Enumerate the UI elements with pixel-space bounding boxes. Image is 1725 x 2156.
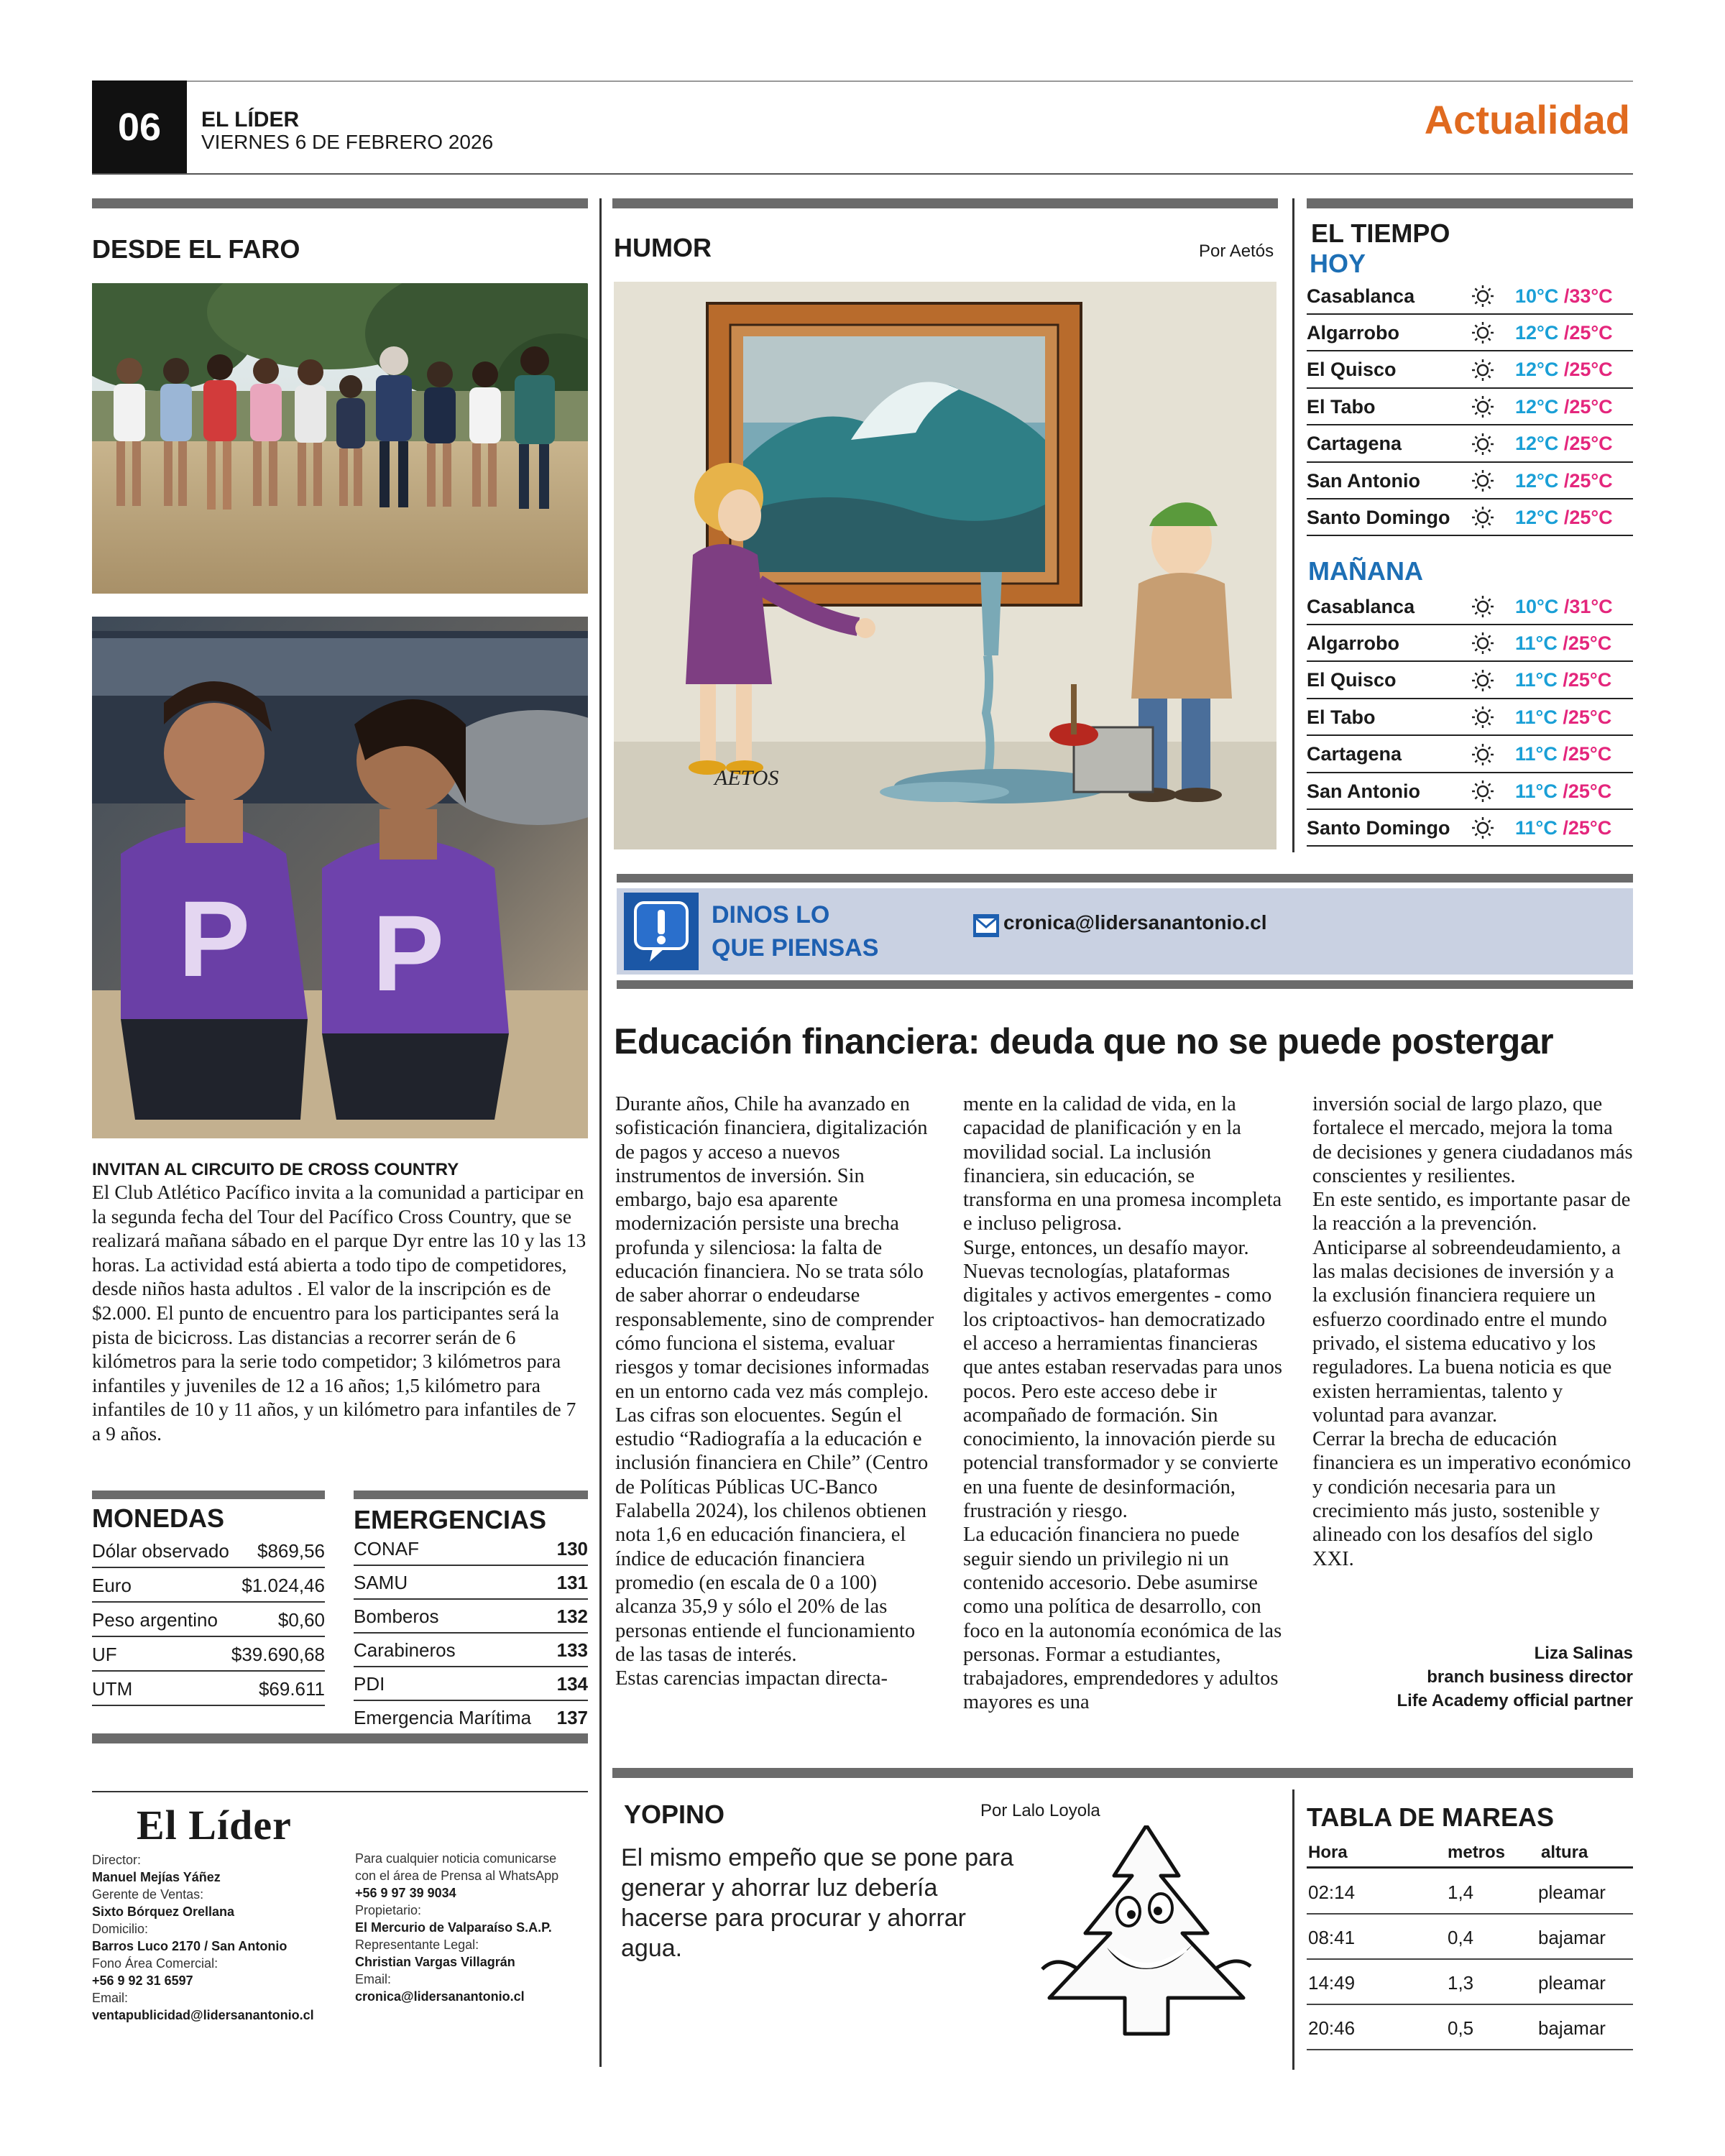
tide-type: pleamar <box>1538 1881 1606 1903</box>
weather-today-label: HOY <box>1310 249 1366 278</box>
group-photo <box>92 283 588 594</box>
weather-city: Cartagena <box>1307 743 1402 765</box>
tide-meters: 0,4 <box>1448 1927 1474 1948</box>
weather-tomorrow-label: MAÑANA <box>1308 556 1423 586</box>
sun-icon <box>1450 321 1515 345</box>
temp-max: 25°C <box>1569 321 1613 344</box>
temp-min: 12°C <box>1515 395 1559 418</box>
monedas-row <box>92 1639 325 1672</box>
monedas-row <box>92 1535 325 1568</box>
tide-hour: 02:14 <box>1308 1881 1356 1903</box>
emergencias-label: SAMU <box>354 1572 408 1593</box>
tide-row <box>1307 1870 1633 1915</box>
temp-min: 12°C <box>1515 433 1559 455</box>
tide-type: bajamar <box>1538 2017 1606 2039</box>
monedas-row <box>92 1673 325 1706</box>
sun-icon <box>1450 594 1515 619</box>
temp-max: 25°C <box>1568 669 1612 691</box>
temp-min: 10°C <box>1515 595 1559 617</box>
faro-headline: INVITAN AL CIRCUITO DE CROSS COUNTRY <box>92 1160 459 1179</box>
mareas-title: TABLA DE MAREAS <box>1307 1802 1554 1832</box>
temp-max: 25°C <box>1569 395 1613 418</box>
monedas-label: Euro <box>92 1574 132 1596</box>
tide-type: bajamar <box>1538 1927 1606 1948</box>
faro-title: DESDE EL FARO <box>92 234 300 264</box>
emergencias-row <box>354 1601 588 1634</box>
tide-hour: 08:41 <box>1308 1927 1356 1948</box>
weather-temp: 12°C /25°C <box>1515 433 1613 455</box>
weather-city: San Antonio <box>1307 780 1420 802</box>
monedas-value: $39.690,68 <box>231 1643 325 1665</box>
emergencias-row <box>354 1635 588 1667</box>
weather-city: El Tabo <box>1307 706 1376 728</box>
monedas-label: Dólar observado <box>92 1539 229 1562</box>
svg-text:P: P <box>372 893 445 1013</box>
weather-temp: 12°C /25°C <box>1515 469 1613 492</box>
emergencias-row <box>354 1703 588 1735</box>
sun-icon <box>1450 779 1515 803</box>
banner-text: DINOS LO QUE PIENSAS <box>712 901 879 962</box>
temp-min: 10°C <box>1515 285 1559 307</box>
temp-max: 25°C <box>1568 632 1612 654</box>
monedas-value: $69.611 <box>258 1677 325 1700</box>
sun-icon <box>1450 432 1515 456</box>
column-rule <box>1292 1789 1294 2070</box>
emergencias-row <box>354 1567 588 1600</box>
monedas-value: $0,60 <box>277 1608 325 1631</box>
sun-icon <box>1450 284 1515 308</box>
sun-icon <box>1450 505 1515 530</box>
weather-temp: 11°C /25°C <box>1515 706 1612 728</box>
temp-max: 25°C <box>1568 706 1612 728</box>
weather-row-today <box>1307 464 1633 499</box>
temp-min: 11°C <box>1515 632 1558 654</box>
emergencias-value: 133 <box>556 1639 588 1661</box>
cartoon-signature: AETOS <box>714 766 779 790</box>
emergencias-label: CONAF <box>354 1538 419 1560</box>
imprint-email[interactable]: ventapublicidad@lidersanantonio.cl <box>92 2008 314 2022</box>
weather-temp: 12°C /25°C <box>1515 506 1613 528</box>
weather-temp: 12°C /25°C <box>1515 395 1613 418</box>
article-author: Liza Salinas branch business director Life Academy official partner <box>1397 1644 1633 1710</box>
weather-title: EL TIEMPO <box>1311 218 1450 248</box>
contact-banner <box>617 888 1633 975</box>
emergencias-row <box>354 1534 588 1566</box>
weather-row-tomorrow <box>1307 737 1633 773</box>
column-rule <box>599 198 602 2067</box>
emergencias-label: PDI <box>354 1673 385 1695</box>
emergencias-row <box>354 1669 588 1701</box>
imprint-left: Director: Manuel Mejías Yáñez Gerente de Ventas: Sixto Bórquez Orellana Domicilio: Barros Luco 2170 / San Antonio Fono Área Comercial: +56 9 92 31 6597 Email: ventapublicidad@lidersanantonio.cl <box>92 1851 329 2024</box>
imprint-right: Para cualquier noticia comunicarse con el área de Prensa al WhatsApp +56 9 97 39 9034 Propietario: El Mercurio de Valparaíso S.A.P. Representante Legal: Christian Vargas Villagrán Email: cronica@lidersanantonio.cl <box>355 1850 592 2005</box>
monedas-row <box>92 1604 325 1637</box>
page-number: 06 <box>92 80 187 174</box>
weather-city: El Tabo <box>1307 395 1376 418</box>
monedas-value: $869,56 <box>257 1539 325 1562</box>
monedas-title: MONEDAS <box>92 1503 225 1533</box>
weather-city: Algarrobo <box>1307 321 1400 344</box>
sun-icon <box>1450 631 1515 655</box>
newspaper-name: EL LÍDER <box>201 108 300 132</box>
yopino-title: YOPINO <box>624 1800 725 1829</box>
sun-icon <box>1450 668 1515 693</box>
tide-meters: 1,4 <box>1448 1881 1474 1903</box>
weather-temp: 11°C /25°C <box>1515 816 1612 839</box>
weather-temp: 11°C /25°C <box>1515 743 1612 765</box>
temp-max: 25°C <box>1568 780 1612 802</box>
weather-city: Casablanca <box>1307 595 1415 617</box>
monedas-label: UTM <box>92 1677 133 1700</box>
mareas-header: Hora metros altura <box>1307 1840 1633 1869</box>
emergencias-label: Carabineros <box>354 1639 456 1661</box>
monedas-label: Peso argentino <box>92 1608 218 1631</box>
temp-max: 25°C <box>1569 433 1613 455</box>
weather-row-today <box>1307 315 1633 351</box>
weather-city: Santo Domingo <box>1307 506 1450 528</box>
weather-city: El Quisco <box>1307 359 1397 381</box>
monedas-value: $1.024,46 <box>242 1574 325 1596</box>
sun-icon <box>1450 705 1515 729</box>
tide-row <box>1307 1961 1633 2005</box>
weather-row-tomorrow <box>1307 700 1633 736</box>
tide-row <box>1307 1915 1633 1960</box>
temp-max: 25°C <box>1568 743 1612 765</box>
weather-row-today <box>1307 279 1633 315</box>
sun-icon <box>1450 816 1515 840</box>
tide-meters: 1,3 <box>1448 1972 1474 1994</box>
weather-temp: 10°C /33°C <box>1515 285 1613 307</box>
weather-row-tomorrow <box>1307 811 1633 847</box>
section-title: Actualidad <box>1424 97 1630 142</box>
article-title: Educación financiera: deuda que no se puede postergar <box>614 1021 1554 1061</box>
temp-min: 11°C <box>1515 669 1558 691</box>
temp-max: 25°C <box>1569 469 1613 492</box>
exclamation-icon <box>624 893 699 970</box>
sun-icon <box>1450 742 1515 767</box>
weather-temp: 10°C /31°C <box>1515 595 1613 617</box>
temp-min: 11°C <box>1515 706 1558 728</box>
temp-min: 12°C <box>1515 321 1559 344</box>
svg-text:P: P <box>178 878 251 999</box>
weather-temp: 12°C /25°C <box>1515 359 1613 381</box>
humor-cartoon <box>614 282 1276 849</box>
emergencias-value: 134 <box>556 1673 588 1695</box>
monedas-row <box>92 1570 325 1603</box>
weather-row-today <box>1307 500 1633 536</box>
imprint-email-2[interactable]: cronica@lidersanantonio.cl <box>355 1989 525 2004</box>
faro-body: El Club Atlético Pacífico invita a la comunidad a participar en la segunda fecha del Tour del Pacífico Cross Country, que se realizará mañana sábado en el parque Dyr entre las 10 y las 13 horas. La actividad está abierta a todo tipo de competidores, desde niños hasta adultos . El valor de la inscripción es de $2.000. El punto de encuentro para los participantes será la pista de bicicross. Las distancias a recorrer serán de 6 kilómetros para la serie todo competidor; 3 kilómetros para infantiles y juveniles de 12 a 16 años; 1,5 kilómetro para infantiles de 10 y 11 años, y un kilómetro para infantiles de 7 a 9 años. <box>92 1181 586 1445</box>
weather-row-tomorrow <box>1307 589 1633 625</box>
tree-character-cartoon <box>1028 1825 1265 2041</box>
humor-author: Por Aetós <box>1199 241 1274 261</box>
humor-title: HUMOR <box>614 233 712 262</box>
issue-date: VIERNES 6 DE FEBRERO 2026 <box>201 131 494 153</box>
tide-row <box>1307 2006 1633 2050</box>
emergencias-label: Bomberos <box>354 1606 439 1627</box>
yopino-author: Por Lalo Loyola <box>980 1801 1100 1820</box>
temp-min: 12°C <box>1515 506 1559 528</box>
weather-row-tomorrow <box>1307 774 1633 810</box>
temp-max: 25°C <box>1568 816 1612 839</box>
weather-city: El Quisco <box>1307 669 1397 691</box>
mail-icon <box>973 914 999 937</box>
weather-row-today <box>1307 427 1633 463</box>
tide-type: pleamar <box>1538 1972 1606 1994</box>
weather-row-tomorrow <box>1307 626 1633 662</box>
temp-min: 11°C <box>1515 816 1558 839</box>
temp-min: 12°C <box>1515 469 1559 492</box>
temp-min: 12°C <box>1515 359 1559 381</box>
weather-row-today <box>1307 390 1633 425</box>
emergencias-value: 131 <box>556 1572 588 1593</box>
tide-hour: 14:49 <box>1308 1972 1356 1994</box>
weather-temp: 11°C /25°C <box>1515 669 1612 691</box>
tide-meters: 0,5 <box>1448 2017 1474 2039</box>
weather-city: Cartagena <box>1307 433 1402 455</box>
sun-icon <box>1450 395 1515 419</box>
emergencias-title: EMERGENCIAS <box>354 1505 547 1534</box>
monedas-label: UF <box>92 1643 117 1665</box>
column-rule <box>1292 198 1294 852</box>
emergencias-value: 132 <box>556 1606 588 1627</box>
article-column-1: Durante años, Chile ha avanzado en sofisticación financiera, digitalización de pagos y acceso a nuevos instrumentos de inversión. Sin embargo, bajo esa aparente modernización persiste una brecha profunda y silenciosa: la falta de educación financiera. No se trata sólo de saber ahorrar o endeudarse responsablemente, sino de comprender cómo funciona el sistema, evaluar riesgos y tomar decisiones informadas en un entorno cada vez más complejo. Las cifras son elocuentes. Según el estudio “Radiografía a la educación e inclusión financiera en Chile” (Centro de Políticas Públicas UC-Banco Falabella 2024), los chilenos obtienen nota 1,6 en educación financiera, el índice de educación financiera promedio (en escala de 0 a 100) alcanza 35,9 y sólo el 20% de las personas entiende el funcionamiento de las tasas de interés. Estas carencias impactan directa- <box>615 1093 934 1690</box>
weather-city: Algarrobo <box>1307 632 1400 654</box>
emergencias-label: Emergencia Marítima <box>354 1707 532 1728</box>
emergencias-value: 130 <box>556 1538 588 1560</box>
weather-row-tomorrow <box>1307 663 1633 699</box>
temp-max: 33°C <box>1569 285 1613 307</box>
sun-icon <box>1450 469 1515 493</box>
temp-max: 25°C <box>1569 506 1613 528</box>
article-column-3: inversión social de largo plazo, que fortalece el mercado, mejora la toma de decisiones y genera ciudadanos más conscientes y resilientes. En este sentido, es importante pasar de la reacción a la prevención. Anticiparse al sobreendeudamiento, a las malas decisiones de inversión y a la exclusión financiera requiere un esfuerzo coordinado entre el mundo privado, el sistema educativo y los reguladores. La buena noticia es que existen herramientas, talento y voluntad para avanzar. Cerrar la brecha de educación financiera es un imperativo económico y condición necesaria para un crecimiento más justo, sostenible y alineado con los desafíos del siglo XXI. <box>1312 1093 1633 1570</box>
runners-photo <box>92 617 588 1138</box>
temp-max: 31°C <box>1569 595 1613 617</box>
newspaper-logo: El Líder <box>137 1802 292 1848</box>
temp-min: 11°C <box>1515 743 1558 765</box>
article-column-2: mente en la calidad de vida, en la capacidad de planificación y en la movilidad social. La inclusión financiera, sin educación, se transforma en una promesa incompleta e incluso peligrosa. Surge, entonces, un desafío mayor. Nuevas tecnologías, plataformas digitales y activos emergentes - como los criptoactivos- han democratizado el acceso a herramientas financieras que antes estaban reservadas para unos pocos. Pero este acceso debe ir acompañado de formación. Sin conocimiento, la innovación pierde su potencial transformador y se convierte en una fuente de desinformación, frustración y riesgo. La educación financiera no puede seguir siendo un privilegio ni un contenido accesorio. Debe asumirse como una política de desarrollo, con foco en la autonomía económica de las personas. Formar a estudiantes, trabajadores, emprendedores y adultos mayores es una <box>963 1093 1282 1714</box>
temp-max: 25°C <box>1569 359 1613 381</box>
sun-icon <box>1450 358 1515 382</box>
banner-email[interactable]: cronica@lidersanantonio.cl <box>1003 911 1267 934</box>
emergencias-value: 137 <box>556 1707 588 1728</box>
weather-city: Santo Domingo <box>1307 816 1450 839</box>
weather-temp: 11°C /25°C <box>1515 780 1612 802</box>
weather-city: Casablanca <box>1307 285 1415 307</box>
weather-temp: 12°C /25°C <box>1515 321 1613 344</box>
weather-temp: 11°C /25°C <box>1515 632 1612 654</box>
weather-city: San Antonio <box>1307 469 1420 492</box>
weather-row-today <box>1307 353 1633 389</box>
temp-min: 11°C <box>1515 780 1558 802</box>
yopino-quote: El mismo empeño que se pone para generar y ahorrar luz debería hacerse para procurar y ahorrar agua. <box>621 1844 1014 1962</box>
tide-hour: 20:46 <box>1308 2017 1356 2039</box>
